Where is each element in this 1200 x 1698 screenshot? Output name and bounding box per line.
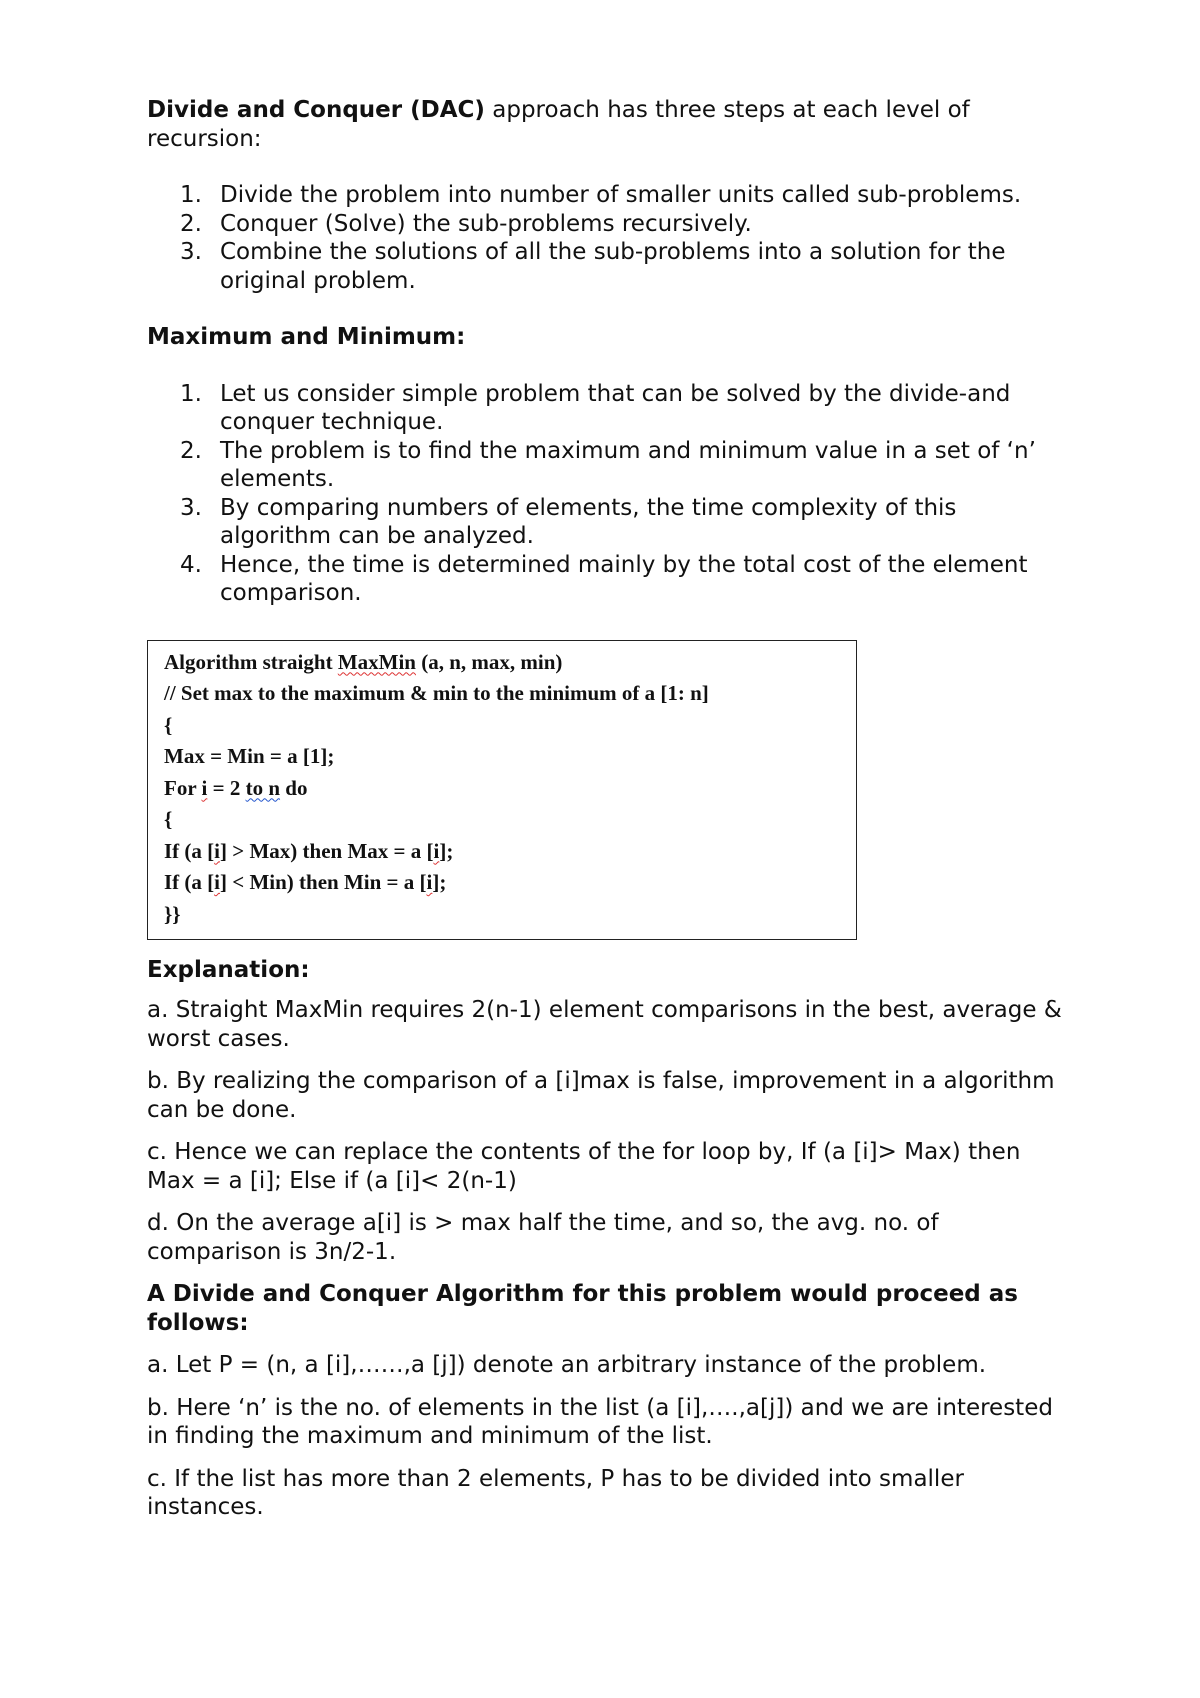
algo-line: Max = Min = a [1];: [164, 744, 335, 768]
intro-bold: Divide and Conquer (DAC): [147, 97, 485, 123]
algo-line: // Set max to the maximum & min to the minimum of a [1: n]: [164, 681, 709, 705]
dac-heading: A Divide and Conquer Algorithm for this problem would proceed as follows:: [147, 1281, 1018, 1336]
dac-paragraph: a. Let P = (n, a [i],……,a [j]) denote an arbitrary instance of the problem.: [147, 1352, 987, 1378]
maxmin-heading: Maximum and Minimum:: [147, 324, 466, 350]
explanation-paragraph: b. By realizing the comparison of a [i]max is false, improvement in a algorithm can be done.: [147, 1068, 1055, 1123]
list-item: 1. Divide the problem into number of smaller units called sub-problems.: [180, 182, 1022, 208]
maxmin-list: [147, 380, 1067, 608]
dac-paragraph: c. If the list has more than 2 elements, P has to be divided into smaller instances.: [147, 1465, 964, 1520]
list-item: 2. The problem is to find the maximum and minimum value in a set of ‘n’ elements.: [180, 437, 1036, 492]
dac-paragraph: b. Here ‘n’ is the no. of elements in the list (a [i],….,a[j]) and we are interested in finding the maximum and minimum of the list.: [147, 1394, 1053, 1449]
algorithm-box: [147, 640, 857, 940]
list-item: 1. Let us consider simple problem that can be solved by the divide-and conquer technique.: [180, 380, 1011, 435]
list-item: 2. Conquer (Solve) the sub-problems recursively.: [180, 210, 752, 237]
dac-steps-list: [147, 181, 1067, 295]
intro-text: approach has three steps at each level of recursion:: [147, 97, 970, 152]
list-item: 3. Combine the solutions of all the sub-problems into a solution for the original problem.: [180, 239, 1006, 294]
list-item: 4. Hence, the time is determined mainly by the total cost of the element comparison.: [180, 551, 1028, 606]
list-item: 3. By comparing numbers of elements, the time complexity of this algorithm can be analyzed.: [180, 494, 957, 549]
algo-line: For i = 2 to n do: [164, 775, 308, 800]
algo-line: Algorithm straight MaxMin (a, n, max, min): [164, 649, 563, 674]
algo-line: If (a [i] < Min) then Min = a [i];: [164, 870, 447, 894]
algo-line: If (a [i] > Max) then Max = a [i];: [164, 838, 454, 863]
explanation-paragraph: a. Straight MaxMin requires 2(n-1) element comparisons in the best, average & worst cases.: [147, 997, 1062, 1052]
explanation-paragraph: d. On the average a[i] is > max half the time, and so, the avg. no. of comparison is 3n/2-1.: [147, 1210, 939, 1265]
intro-paragraph: [147, 96, 1067, 153]
algo-line: {: [164, 712, 173, 737]
explanation-heading: Explanation:: [147, 956, 310, 983]
algo-line: {: [164, 807, 173, 831]
document-page: [147, 96, 1067, 1522]
explanation-paragraph: c. Hence we can replace the contents of the for loop by, If (a [i]> Max) then Max = a [i]; Else if (a [i]< 2(n-1): [147, 1139, 1021, 1194]
algo-line: }}: [164, 901, 181, 926]
